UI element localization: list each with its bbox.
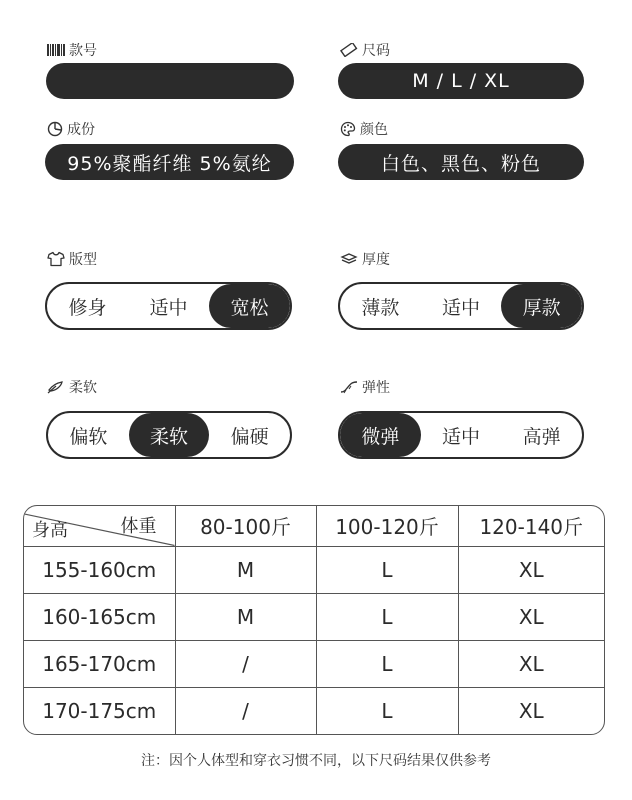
fit-option-regular[interactable]: 适中 (149, 296, 188, 319)
composition-label (47, 120, 95, 138)
weight-column-header: 120-140斤 (458, 506, 604, 546)
fit-option-slim[interactable]: 修身 (68, 296, 107, 319)
size-cell: L (316, 593, 458, 640)
table-corner-cell (24, 506, 175, 546)
elasticity-option-medium[interactable]: 适中 (442, 425, 481, 448)
size-cell: / (175, 640, 316, 687)
table-row (24, 640, 604, 687)
ruler-icon (340, 43, 358, 57)
palette-icon (340, 121, 356, 137)
elasticity-label (340, 378, 390, 396)
elasticity-label-text: 弹性 (362, 380, 390, 396)
height-header: 身高 (32, 519, 68, 541)
softness-option-hard[interactable]: 偏硬 (230, 425, 269, 448)
fit-option-loose[interactable]: 宽松 (209, 284, 290, 328)
fit-label (47, 250, 97, 268)
fit-label-text: 版型 (69, 252, 97, 268)
softness-option-soft[interactable]: 偏软 (69, 425, 108, 448)
color-value: 白色、黑色、粉色 (338, 144, 584, 180)
thickness-label-text: 厚度 (362, 252, 390, 268)
height-cell: 155-160cm (24, 546, 175, 593)
softness-label (47, 378, 97, 396)
weight-column-header: 100-120斤 (316, 506, 458, 546)
softness-label-text: 柔软 (69, 380, 97, 396)
layers-icon (340, 252, 358, 266)
height-cell: 160-165cm (24, 593, 175, 640)
style-no-label (47, 41, 97, 59)
style-no-value (46, 63, 294, 99)
barcode-icon (47, 44, 65, 56)
composition-value: 95%聚酯纤维 5%氨纶 (45, 144, 294, 180)
stretch-icon (340, 380, 358, 394)
size-note: 注：因个人体型和穿衣习惯不同，以下尺码结果仅供参考 (141, 753, 491, 769)
composition-label-text: 成份 (67, 122, 95, 138)
thickness-selector (338, 282, 584, 330)
height-cell: 170-175cm (24, 688, 175, 734)
size-value: M / L / XL (338, 63, 584, 99)
thickness-option-thick[interactable]: 厚款 (501, 284, 582, 328)
thickness-option-thin[interactable]: 薄款 (361, 296, 400, 319)
height-cell: 165-170cm (24, 640, 175, 687)
size-cell: XL (458, 593, 604, 640)
color-label-text: 颜色 (360, 122, 388, 138)
size-cell: M (175, 593, 316, 640)
softness-option-very-soft[interactable]: 柔软 (129, 413, 210, 457)
color-label (340, 120, 388, 138)
elasticity-selector (338, 411, 584, 459)
size-cell: XL (458, 640, 604, 687)
thickness-label (340, 250, 390, 268)
weight-column-header: 80-100斤 (175, 506, 316, 546)
size-chart-table (23, 505, 605, 735)
size-label (340, 41, 390, 59)
size-cell: / (175, 688, 316, 734)
table-header-row (24, 506, 604, 546)
tshirt-icon (47, 251, 65, 267)
feather-icon (47, 380, 65, 394)
table-row (24, 688, 604, 734)
size-cell: XL (518, 699, 544, 724)
fit-selector (45, 282, 292, 330)
table-row (24, 546, 604, 593)
size-cell: XL (458, 546, 604, 593)
size-cell: M (175, 546, 316, 593)
table-row (24, 593, 604, 640)
pie-chart-icon (47, 121, 63, 137)
weight-header: 体重 (120, 516, 157, 537)
size-cell: L (316, 688, 458, 734)
elasticity-option-slight[interactable]: 微弹 (340, 413, 421, 457)
softness-selector (46, 411, 292, 459)
size-cell: L (316, 640, 458, 687)
elasticity-option-high[interactable]: 高弹 (522, 425, 561, 448)
size-cell: L (316, 546, 458, 593)
thickness-option-medium[interactable]: 适中 (442, 296, 481, 319)
style-no-label-text: 款号 (69, 43, 97, 59)
size-label-text: 尺码 (362, 43, 390, 59)
